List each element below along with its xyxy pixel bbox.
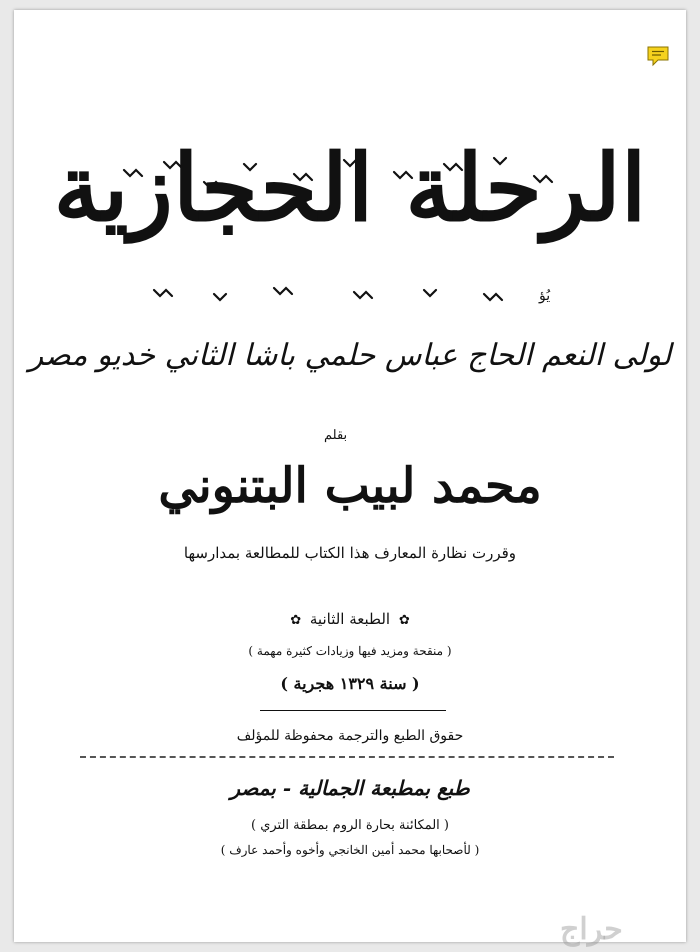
dashed-separator [80, 756, 614, 758]
title-ornament-text: يُؤ [539, 288, 551, 304]
flower-ornament-icon: ✿ [290, 613, 302, 628]
author-name: محمد لبيب البتنوني [158, 458, 542, 514]
ministry-approval: وقررت نظارة المعارف هذا الكتاب للمطالعة بمدارسها [183, 544, 517, 562]
document-page [14, 10, 686, 942]
edition-note: ( منقحة ومزيد فيها وزيادات كثيرة مهمة ) [248, 644, 452, 658]
edition-label: الطبعة الثانية [309, 610, 391, 628]
printer-owners: ( لأصحابها محمد أمين الخانجي وأخوه وأحمد عارف ) [220, 843, 480, 857]
copyright-notice: حقوق الطبع والترجمة محفوظة للمؤلف [236, 728, 464, 744]
watermark: حراج [560, 912, 623, 947]
flower-ornament-icon: ✿ [398, 613, 410, 628]
dedication-subtitle: لولى النعم الحاج عباس حلمي باشا الثاني خديو مصر [28, 338, 672, 373]
printer-line: طبع بمطبعة الجمالية - بمصر [230, 776, 470, 800]
book-title: الرحلة الحجازية [53, 134, 647, 242]
divider-rule [260, 710, 446, 711]
comment-icon[interactable] [646, 44, 670, 68]
by-label: بقلم [324, 428, 348, 443]
edition-line [14, 610, 686, 628]
publication-year: ( سنة ١٣٢٩ هجرية ) [280, 674, 420, 693]
printer-address: ( المكائنة بحارة الروم بمطقة التري ) [251, 818, 449, 833]
